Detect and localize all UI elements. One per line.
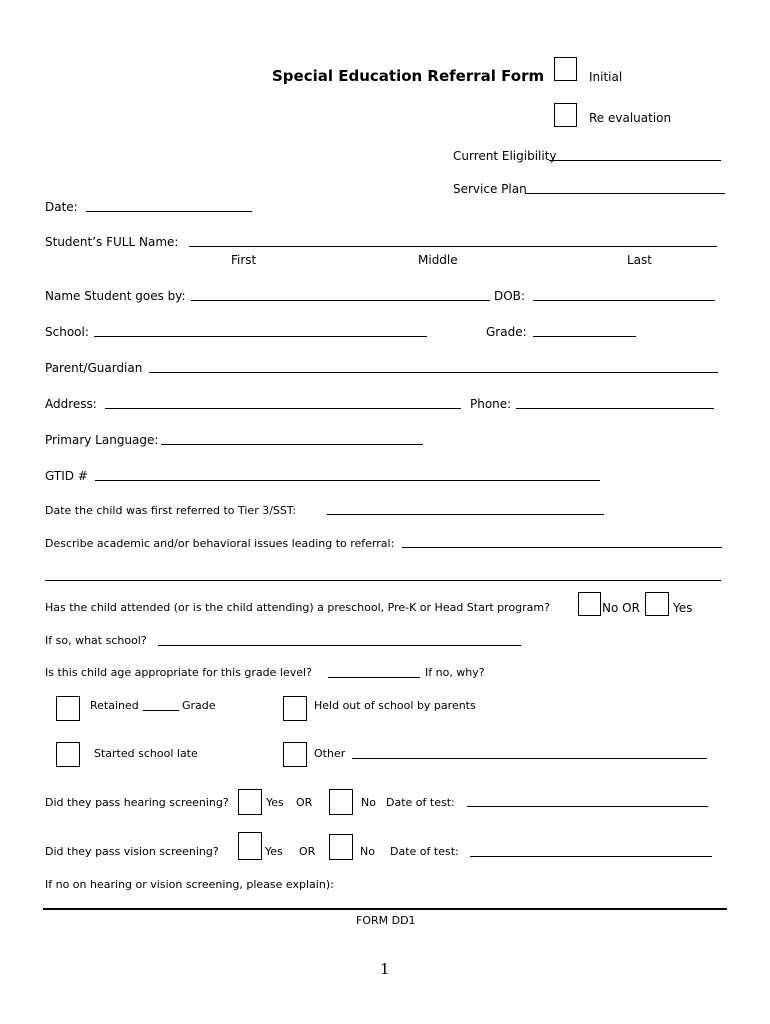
gtid-label: GTID # xyxy=(45,469,88,483)
initial-checkbox[interactable] xyxy=(554,57,577,81)
dob-label: DOB: xyxy=(494,289,525,303)
reevaluation-checkbox[interactable] xyxy=(554,103,577,127)
age-why-label: If no, why? xyxy=(425,666,485,679)
service-plan-field[interactable] xyxy=(525,193,725,194)
reevaluation-label: Re evaluation xyxy=(589,111,672,125)
date-field[interactable] xyxy=(86,211,252,212)
goes-by-field[interactable] xyxy=(191,300,490,301)
first-name-caption: First xyxy=(231,253,257,267)
preschool-no-checkbox[interactable] xyxy=(578,592,601,616)
vision-or-label: OR xyxy=(299,845,316,858)
language-label: Primary Language: xyxy=(45,433,159,447)
describe-label: Describe academic and/or behavioral issues leading to referral: xyxy=(45,537,395,550)
other-label: Other xyxy=(314,747,346,760)
middle-name-caption: Middle xyxy=(418,253,458,267)
phone-field[interactable] xyxy=(516,408,714,409)
page-number: 1 xyxy=(380,960,390,978)
which-school-field[interactable] xyxy=(158,645,521,646)
vision-no-label: No xyxy=(360,845,375,858)
service-plan-label: Service Plan xyxy=(453,182,527,196)
parent-label: Parent/Guardian xyxy=(45,361,143,375)
preschool-yes-checkbox[interactable] xyxy=(645,592,669,616)
vision-yes-checkbox[interactable] xyxy=(238,832,262,860)
student-name-label: Student’s FULL Name: xyxy=(45,235,179,249)
goes-by-label: Name Student goes by: xyxy=(45,289,186,303)
started-late-label: Started school late xyxy=(94,747,198,760)
retained-grade-field[interactable] xyxy=(143,710,179,711)
vision-yes-label: Yes xyxy=(265,845,283,858)
preschool-yes-label: Yes xyxy=(673,601,693,615)
explain-label: If no on hearing or vision screening, please explain): xyxy=(45,878,334,891)
current-eligibility-field[interactable] xyxy=(549,160,721,161)
initial-label: Initial xyxy=(589,70,623,84)
vision-date-field[interactable] xyxy=(470,856,712,857)
age-question: Is this child age appropriate for this grade level? xyxy=(45,666,312,679)
gtid-field[interactable] xyxy=(95,480,600,481)
vision-date-label: Date of test: xyxy=(390,845,459,858)
vision-question: Did they pass vision screening? xyxy=(45,845,219,858)
describe-field-continued[interactable] xyxy=(45,580,721,581)
hearing-question: Did they pass hearing screening? xyxy=(45,796,229,809)
other-field[interactable] xyxy=(352,758,707,759)
preschool-question: Has the child attended (or is the child attending) a preschool, Pre-K or Head Start program? xyxy=(45,601,550,614)
hearing-date-field[interactable] xyxy=(467,806,708,807)
retained-label: Retained xyxy=(90,699,139,712)
grade-label: Grade: xyxy=(486,325,527,339)
dob-field[interactable] xyxy=(533,300,715,301)
current-eligibility-label: Current Eligibility xyxy=(453,149,557,163)
tier3-field[interactable] xyxy=(327,514,604,515)
hearing-yes-label: Yes xyxy=(266,796,284,809)
address-label: Address: xyxy=(45,397,97,411)
date-label: Date: xyxy=(45,200,78,214)
form-id: FORM DD1 xyxy=(356,914,416,927)
which-school-label: If so, what school? xyxy=(45,634,147,647)
describe-field[interactable] xyxy=(402,547,722,548)
age-appropriate-field[interactable] xyxy=(328,677,420,678)
form-title: Special Education Referral Form xyxy=(272,67,545,85)
grade-field[interactable] xyxy=(533,336,636,337)
address-field[interactable] xyxy=(105,408,461,409)
school-label: School: xyxy=(45,325,89,339)
parent-field[interactable] xyxy=(149,372,718,373)
preschool-no-label: No OR xyxy=(602,601,640,615)
tier3-label: Date the child was first referred to Tier 3/SST: xyxy=(45,504,297,517)
language-field[interactable] xyxy=(161,444,423,445)
hearing-or-label: OR xyxy=(296,796,313,809)
phone-label: Phone: xyxy=(470,397,512,411)
other-checkbox[interactable] xyxy=(283,742,307,767)
held-out-label: Held out of school by parents xyxy=(314,699,476,712)
school-field[interactable] xyxy=(94,336,427,337)
student-name-field[interactable] xyxy=(189,246,717,247)
held-out-checkbox[interactable] xyxy=(283,696,307,721)
hearing-no-checkbox[interactable] xyxy=(329,789,353,815)
last-name-caption: Last xyxy=(627,253,652,267)
hearing-no-label: No xyxy=(361,796,376,809)
footer-divider xyxy=(43,908,727,910)
hearing-yes-checkbox[interactable] xyxy=(238,789,262,815)
retained-checkbox[interactable] xyxy=(56,696,80,721)
started-late-checkbox[interactable] xyxy=(56,742,80,767)
hearing-date-label: Date of test: xyxy=(386,796,455,809)
retained-grade-label: Grade xyxy=(182,699,216,712)
vision-no-checkbox[interactable] xyxy=(329,834,353,860)
